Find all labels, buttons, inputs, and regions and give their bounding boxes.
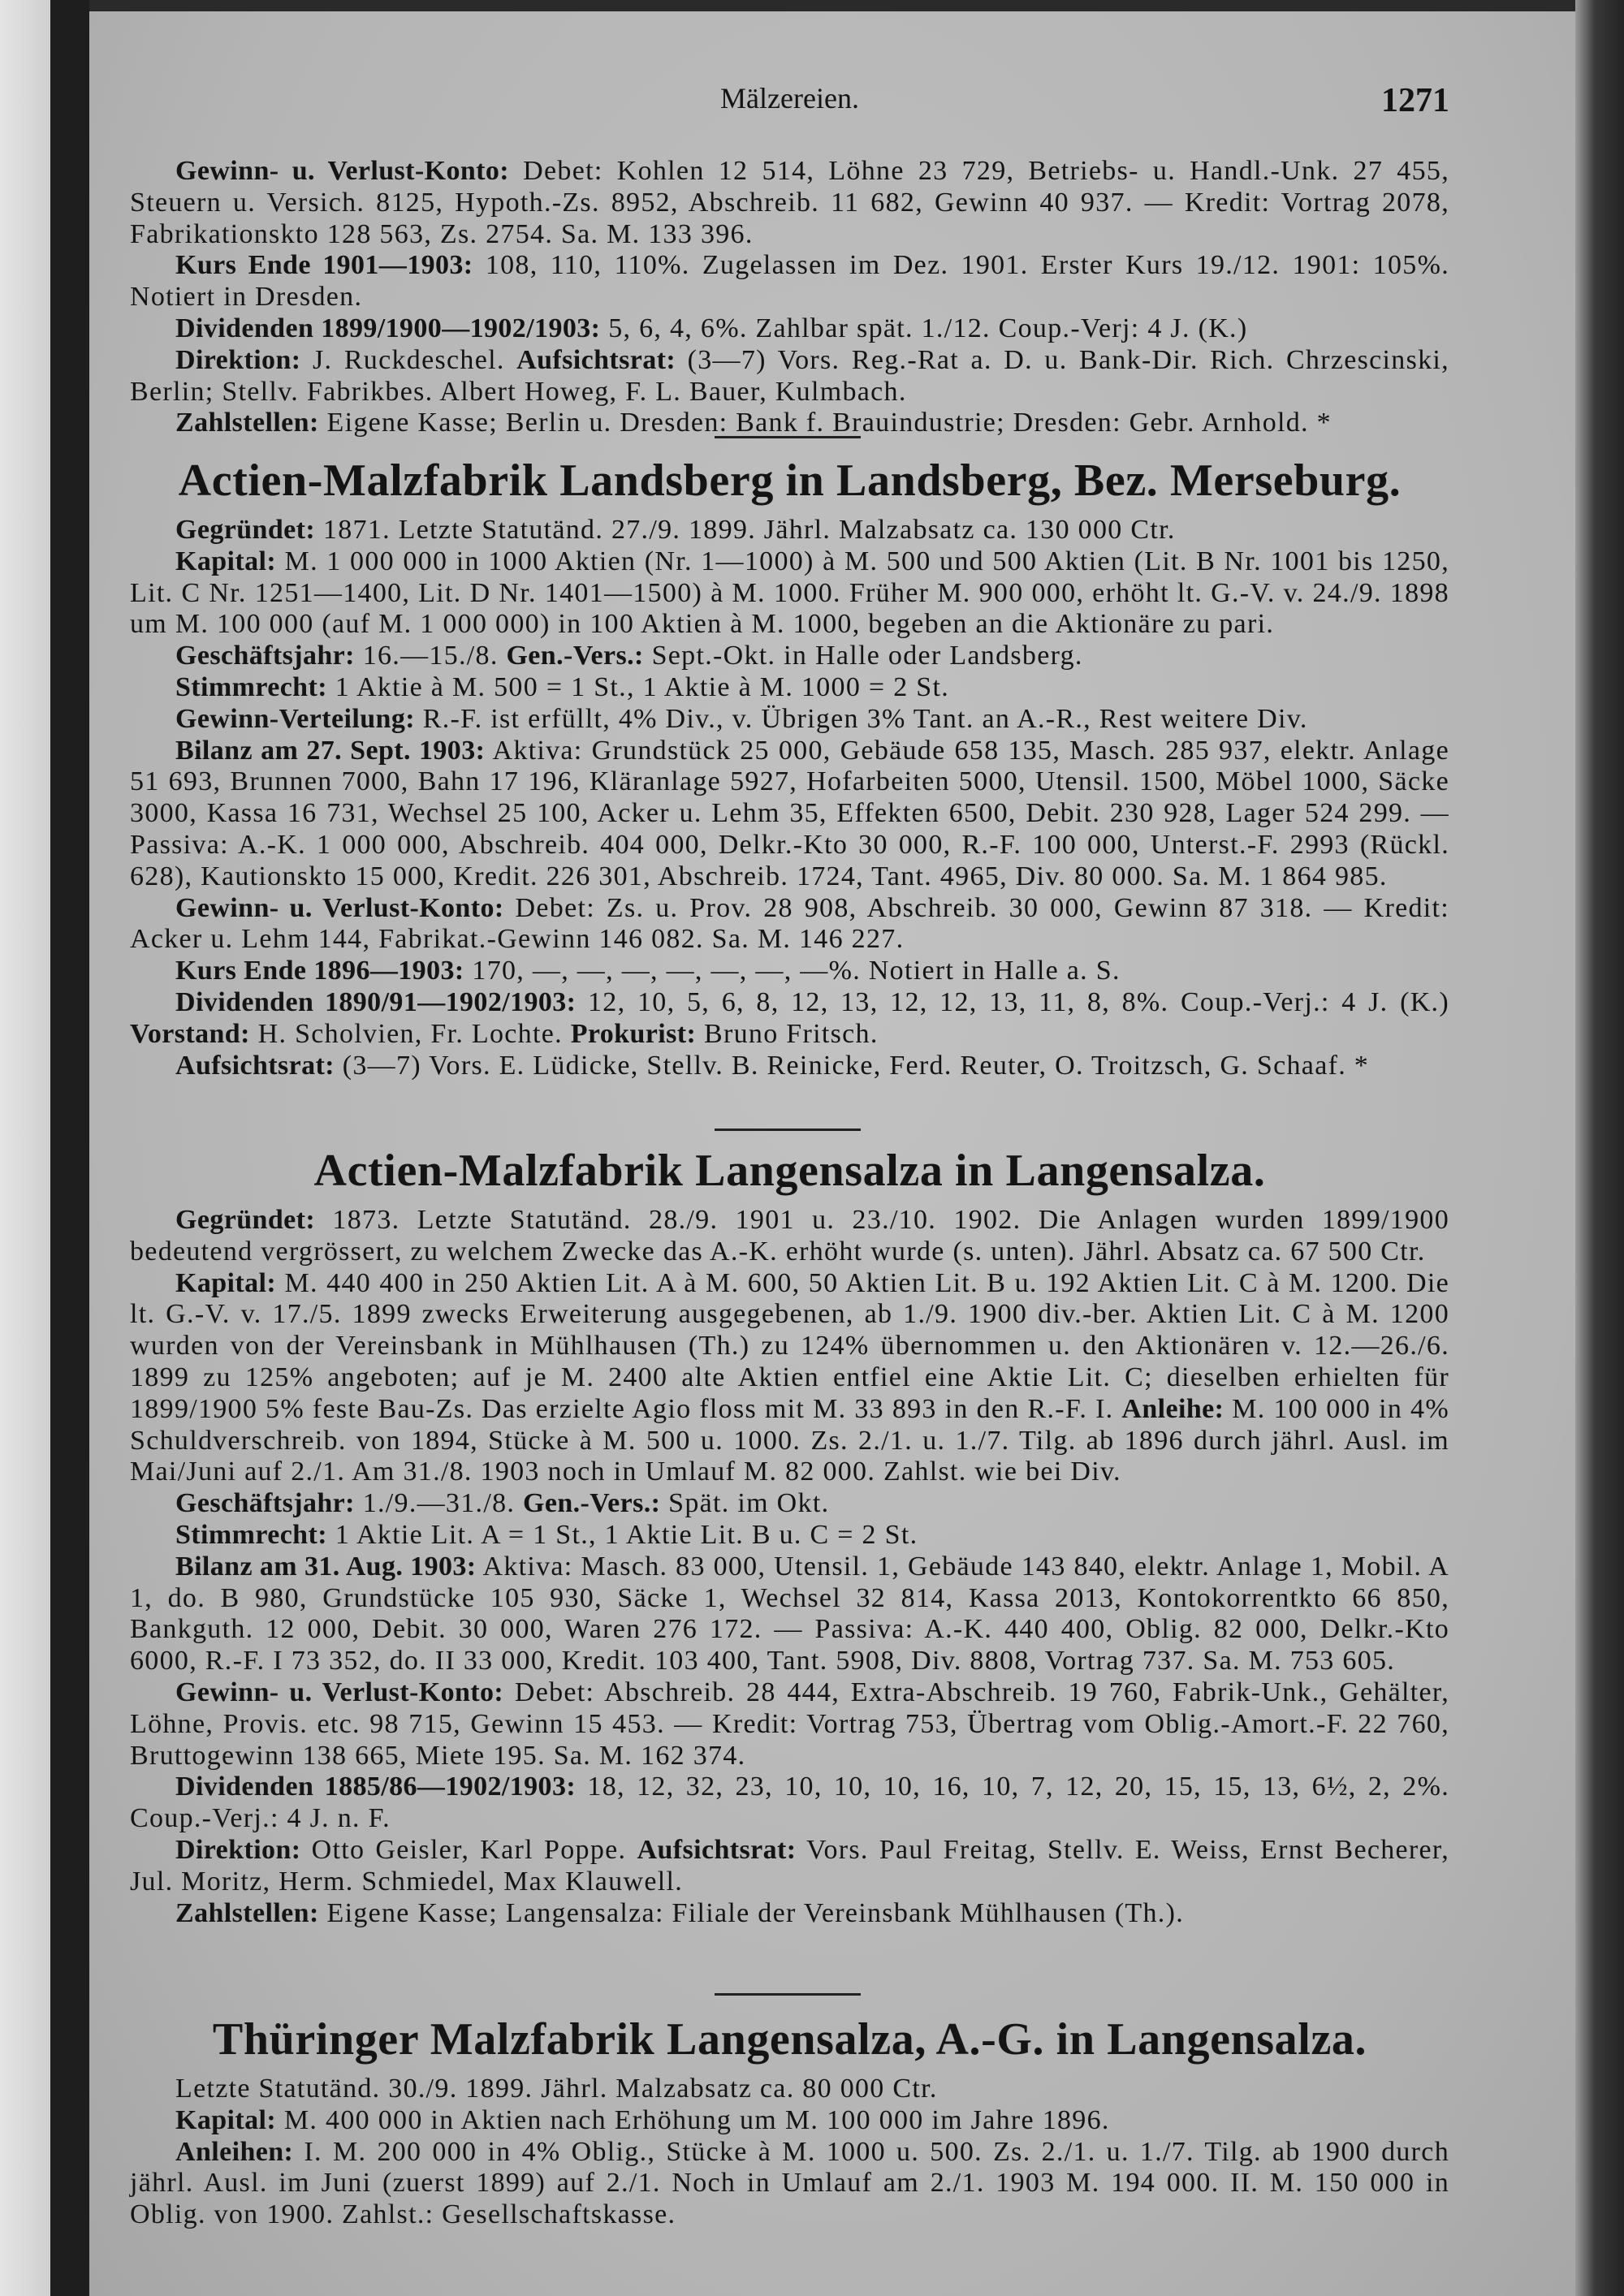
entry-paragraph <box>130 2105 1449 2137</box>
entry-label: Kapital: <box>175 1267 277 1298</box>
entry-text: 1 Aktie à M. 500 = 1 St., 1 Aktie à M. 1000 = 2 St. <box>326 671 950 702</box>
entry-text: Debet: Kohlen 12 514, Löhne 23 729, Betriebs- u. Handl.-Unk. 27 455, Steuern u. Versich. 8125, Hypoth.-Zs. 8952, Abschreib. 11 682, Gewinn 40 937. — Kredit: Vortrag 2078, Fabrikationskto 128 563, Zs. 2754. Sa. M. 133 396. <box>130 156 1449 249</box>
entry-paragraph <box>130 2074 1449 2105</box>
entry-text: (3—7) Vors. Reg.-Rat a. D. u. Bank-Dir. Rich. Chrzescinski, Berlin; Stellv. Fabrikbes. Albert Howeg, F. L. Bauer, Kulmbach. <box>130 344 1449 407</box>
entry-label: Geschäftsjahr: <box>175 641 355 671</box>
entry-paragraph <box>130 546 1449 641</box>
entry-label: Geschäftsjahr: <box>175 1488 355 1519</box>
entry-text: M. 100 000 in 4% Schuldverschreib. von 1894, Stücke à M. 500 u. 1000. Zs. 2./1. u. 1./7. Tilg. ab 1896 durch jährl. Ausl. im Mai/Juni auf 2./1. Am 31./8. 1903 noch in Umlauf M. 82 000. Zahlst. wie bei Div. <box>130 1393 1449 1487</box>
entry-paragraph <box>130 1205 1449 1268</box>
company-title: Thüringer Malzfabrik Langensalza, A.-G. in Langensalza. <box>212 2014 1367 2065</box>
entry-text: M. 440 400 in 250 Aktien Lit. A à M. 600, 50 Aktien Lit. B u. 192 Aktien Lit. C à M. 1200. Die lt. G.-V. v. 17./5. 1899 zwecks Erweiterung ausgegebenen, ab 1./9. 1900 div.-ber. Aktien Lit. C à M. 1200 wurden von der Vereinsbank in Mühlhausen (Th.) zu 124% übernommen u. den Aktionären v. 12.—26./6. 1899 zu 125% angeboten; auf je M. 2400 alte Aktien entfiel eine Aktie Lit. C; dieselben erhielten für 1899/1900 5% feste Bau-Zs. Das erzielte Agio floss mit M. 33 893 in den R.-F. I. <box>130 1267 1449 1424</box>
entry-label: Dividenden 1885/86—1902/1903: <box>175 1772 577 1802</box>
entry-text: 16.—15./8. <box>354 641 507 671</box>
entry-text: Debet: Abschreib. 28 444, Extra-Abschreib. 19 760, Fabrik-Unk., Gehälter, Löhne, Provis. etc. 98 715, Gewinn 15 453. — Kredit: Vortrag 753, Übertrag vom Oblig.-Amort.-F. 22 760, Bruttogewinn 138 665, Miete 195. Sa. M. 162 374. <box>130 1677 1449 1771</box>
entry-text: Aktiva: Grundstück 25 000, Gebäude 658 135, Masch. 285 937, elektr. Anlage 51 693, Brunnen 7000, Bahn 17 196, Kläranlage 5927, Hofarbeiten 5000, Utensil. 1500, Möbel 1000, Säcke 3000, Kassa 16 731, Wechsel 25 100, Acker u. Lehm 35, Effekten 6500, Debit. 230 928, Lager 524 299. — Passiva: A.-K. 1 000 000, Abschreib. 404 000, Delkr.-Kto 30 000, R.-F. 100 000, Unterst.-F. 2993 (Rückl. 628), Kautionskto 15 000, Kredit. 226 301, Abschreib. 1724, Tant. 4965, Div. 80 000. Sa. M. 1 864 985. <box>130 735 1449 891</box>
entry-label: Stimmrecht: <box>175 1519 327 1550</box>
entry-label: Kurs Ende 1896—1903: <box>175 956 464 986</box>
entry-text: Debet: Zs. u. Prov. 28 908, Abschreib. 30 000, Gewinn 87 318. — Kredit: Acker u. Lehm 144, Fabrikat.-Gewinn 146 082. Sa. M. 146 227. <box>130 892 1449 955</box>
entry-label: Zahlstellen: <box>175 408 319 438</box>
entry-label: Prokurist: <box>570 1018 697 1049</box>
entry-label: Gen.-Vers.: <box>506 641 644 671</box>
entry-text: J. Ruckdeschel. <box>300 344 517 375</box>
entry-text: R.-F. ist erfüllt, 4% Div., v. Übrigen 3% Tant. an A.-R., Rest weitere Div. <box>414 703 1308 734</box>
entry-paragraph <box>130 1552 1449 1677</box>
entry-label: Zahlstellen: <box>175 1897 319 1928</box>
entry-label: Aufsichtsrat: <box>637 1834 797 1865</box>
entry-text: 12, 10, 5, 6, 8, 12, 13, 12, 12, 13, 11, 8, 8%. Coup.-Verj.: 4 J. (K.) <box>576 986 1449 1017</box>
entry-label: Kapital: <box>175 2104 277 2135</box>
entry-paragraph <box>130 1677 1449 1772</box>
entry-paragraph <box>130 2137 1449 2231</box>
entry-text: Letzte Statutänd. 30./9. 1899. Jährl. Malzabsatz ca. 80 000 Ctr. <box>175 2074 938 2104</box>
entry-paragraph <box>130 250 1449 313</box>
entry-text: Eigene Kasse; Langensalza: Filiale der Vereinsbank Mühlhausen (Th.). <box>318 1897 1185 1928</box>
entry-text: 170, —, —, —, —, —, —, —%. Notiert in Halle a. S. <box>464 956 1121 986</box>
entry-paragraph <box>130 1898 1449 1930</box>
entry-paragraph <box>130 736 1449 893</box>
book-gutter <box>50 0 89 2296</box>
entry-label: Gegründet: <box>175 515 316 545</box>
company-title: Actien-Malzfabrik Langensalza in Langensalza. <box>313 1146 1266 1196</box>
section-divider <box>715 1993 861 1996</box>
section-thueringer <box>130 2013 1449 2231</box>
scan-edge-top <box>0 0 1624 11</box>
entry-label: Bilanz am 31. Aug. 1903: <box>175 1551 477 1582</box>
running-header-section: Mälzereien. <box>720 82 859 114</box>
entry-label: Kurs Ende 1901—1903: <box>175 250 473 281</box>
entry-text: M. 400 000 in Aktien nach Erhöhung um M. 100 000 im Jahre 1896. <box>276 2104 1110 2135</box>
entry-text: Vors. Paul Freitag, Stellv. E. Weiss, Ernst Becherer, Jul. Moritz, Herm. Schmiedel, Max Klauwell. <box>130 1834 1449 1897</box>
entry-text: 18, 12, 32, 23, 10, 10, 10, 16, 10, 7, 12, 20, 15, 15, 13, 6½, 2, 2%. Coup.-Verj.: 4 J. n. F. <box>130 1772 1449 1834</box>
entry-paragraph <box>130 987 1449 1051</box>
entry-paragraph <box>130 893 1449 956</box>
entry-label: Bilanz am 27. Sept. 1903: <box>175 735 486 766</box>
entry-text: H. Scholvien, Fr. Lochte. <box>249 1018 571 1049</box>
entry-text: Sept.-Okt. in Halle oder Landsberg. <box>643 641 1083 671</box>
entry-label: Kapital: <box>175 546 277 576</box>
entry-paragraph <box>130 1835 1449 1898</box>
facing-page-edge <box>0 0 50 2296</box>
section-landsberg <box>130 455 1449 1081</box>
entry-text: Aktiva: Masch. 83 000, Utensil. 1, Gebäude 143 840, elektr. Anlage 1, Mobil. A 1, do. B 980, Grundstücke 105 930, Säcke 1, Wechsel 32 814, Kassa 2013, Kontokorrentkto 66 850, Bankguth. 12 000, Debit. 30 000, Waren 276 172. — Passiva: A.-K. 440 400, Oblig. 82 000, Delkr.-Kto 6000, R.-F. I 73 352, do. II 33 000, Kredit. 103 400, Tant. 5908, Div. 8808, Vortrag 737. Sa. M. 753 605. <box>130 1551 1450 1677</box>
entry-text: M. 1 000 000 in 1000 Aktien (Nr. 1—1000) à M. 500 und 500 Aktien (Lit. B Nr. 1001 bis 1250, Lit. C Nr. 1251—1400, Lit. D Nr. 1401—1500) à M. 1000. Früher M. 900 000, erhöht lt. G.-V. v. 24./9. 1898 um M. 100 000 (auf M. 1 000 000) in 100 Aktien à M. 1000, begeben an die Aktionäre zu pari. <box>130 546 1449 640</box>
section-divider <box>715 1129 861 1131</box>
entry-label: Direktion: <box>175 344 301 375</box>
entry-label: Gen.-Vers.: <box>522 1488 661 1519</box>
entry-paragraph <box>130 1051 1449 1082</box>
entry-text: 5, 6, 4, 6%. Zahlbar spät. 1./12. Coup.-Verj: 4 J. (K.) <box>600 313 1248 343</box>
entry-paragraph <box>130 345 1449 408</box>
entry-label: Aufsichtsrat: <box>516 344 676 375</box>
entry-label: Gegründet: <box>175 1205 316 1235</box>
entry-paragraph <box>130 641 1449 672</box>
section-continued <box>130 156 1449 439</box>
entry-paragraph <box>130 1268 1449 1489</box>
page-number: 1271 <box>1381 82 1449 119</box>
entry-paragraph <box>130 1488 1449 1520</box>
entry-text: (3—7) Vors. E. Lüdicke, Stellv. B. Reinicke, Ferd. Reuter, O. Troitzsch, G. Schaaf. * <box>334 1050 1370 1081</box>
entry-text: Spät. im Okt. <box>660 1488 830 1519</box>
entry-paragraph <box>130 1520 1449 1552</box>
entry-paragraph <box>130 408 1449 439</box>
entry-label: Stimmrecht: <box>175 671 327 702</box>
entry-label: Direktion: <box>175 1834 301 1865</box>
entry-text: Otto Geisler, Karl Poppe. <box>300 1834 637 1865</box>
entry-text: 1 Aktie Lit. A = 1 St., 1 Aktie Lit. B u. C = 2 St. <box>326 1519 918 1550</box>
company-title: Actien-Malzfabrik Landsberg in Landsberg, Bez. Merseburg. <box>178 455 1402 506</box>
scan-edge-right <box>1575 0 1624 2296</box>
entry-paragraph <box>130 956 1449 987</box>
entry-paragraph <box>130 515 1449 546</box>
entry-text: 1873. Letzte Statutänd. 28./9. 1901 u. 23./10. 1902. Die Anlagen wurden 1899/1900 bedeutend vergrössert, zu welchem Zwecke das A.-K. erhöht wurde (s. unten). Jährl. Absatz ca. 67 500 Ctr. <box>130 1205 1449 1267</box>
entry-paragraph <box>130 1772 1449 1835</box>
entry-text: 1./9.—31./8. <box>354 1488 523 1519</box>
entry-text: I. M. 200 000 in 4% Oblig., Stücke à M. 1000 u. 500. Zs. 2./1. u. 1./7. Tilg. ab 1900 durch jährl. Ausl. im Juni (zuerst 1899) auf 2./1. Noch in Umlauf am 2./1. 1903 M. 194 000. II. M. 150 000 in Oblig. von 1900. Zahlst.: Gesellschaftskasse. <box>130 2136 1449 2230</box>
entry-paragraph <box>130 704 1449 736</box>
running-header <box>130 81 1449 119</box>
entry-label: Aufsichtsrat: <box>175 1050 335 1081</box>
entry-label: Gewinn-Verteilung: <box>175 703 415 734</box>
entry-text: Eigene Kasse; Berlin u. Dresden: Bank f. Brauindustrie; Dresden: Gebr. Arnhold. * <box>318 408 1332 438</box>
entry-label: Gewinn- u. Verlust-Konto: <box>175 1677 504 1707</box>
entry-paragraph <box>130 672 1449 704</box>
entry-text: Bruno Fritsch. <box>696 1018 879 1049</box>
section-langensalza <box>130 1145 1449 1929</box>
entry-paragraph <box>130 156 1449 250</box>
entry-label: Dividenden 1890/91—1902/1903: <box>175 986 577 1017</box>
entry-text: 1871. Letzte Statutänd. 27./9. 1899. Jährl. Malzabsatz ca. 130 000 Ctr. <box>315 515 1176 545</box>
entry-label: Anleihen: <box>175 2136 294 2167</box>
entry-label: Anleihe: <box>1121 1393 1224 1424</box>
entry-label: Gewinn- u. Verlust-Konto: <box>175 892 504 923</box>
entry-text: 108, 110, 110%. Zugelassen im Dez. 1901. Erster Kurs 19./12. 1901: 105%. Notiert in Dresden. <box>130 250 1450 313</box>
entry-label: Gewinn- u. Verlust-Konto: <box>175 156 510 186</box>
entry-label: Dividenden 1899/1900—1902/1903: <box>175 313 601 343</box>
entry-paragraph <box>130 313 1449 345</box>
entry-label: Vorstand: <box>130 1018 250 1049</box>
